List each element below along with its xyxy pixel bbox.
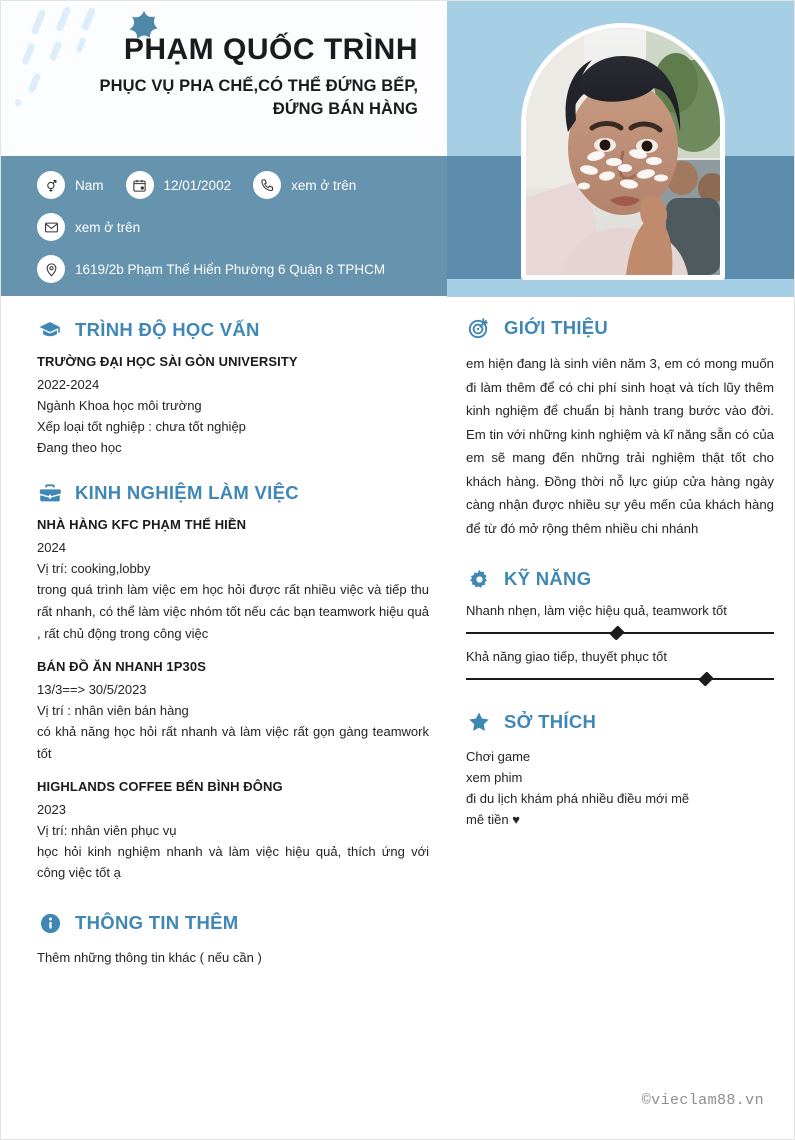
calendar-icon [126, 171, 154, 199]
graduation-cap-icon [37, 317, 63, 343]
contact-row [37, 255, 437, 283]
page-title: PHẠM QUỐC TRÌNH [123, 33, 418, 66]
contact-address [37, 255, 385, 283]
experience-position: Vị trí: nhân viên phục vụ [37, 822, 177, 838]
education-school: TRƯỜNG ĐẠI HỌC SÀI GÒN UNIVERSITY [37, 354, 298, 369]
skill-slider[interactable] [466, 627, 774, 639]
contact-row [37, 171, 437, 199]
left-column [37, 317, 429, 990]
contact-address-text: 1619/2b Phạm Thế Hiển Phường 6 Quận 8 TPHCM [75, 261, 386, 277]
contact-info [37, 171, 437, 297]
email-icon [37, 213, 65, 241]
section-header [466, 315, 774, 341]
section-title: TRÌNH ĐỘ HỌC VẤN [75, 319, 260, 340]
experience-description: học hỏi kinh nghiệm nhanh và làm việc hiệu quả, thích ứng với công việc tốt ạ [37, 843, 429, 881]
skill-item [466, 603, 774, 639]
education-status: Đang theo học [37, 440, 122, 456]
skill-name: Khả năng giao tiếp, thuyết phục tốt [466, 649, 667, 664]
experience-period: 2023 [37, 801, 66, 817]
skill-slider-handle[interactable] [699, 671, 714, 686]
cv-header [1, 1, 795, 297]
phone-icon [253, 171, 281, 199]
target-icon [466, 315, 492, 341]
hobby-item: xem phim [466, 770, 523, 786]
section-header [466, 709, 774, 735]
education-major: Ngành Khoa học môi trường [37, 398, 202, 414]
gear-icon [466, 566, 492, 592]
experience-description: có khả năng học hỏi rất nhanh và làm việc rất gọn gàng teamwork tốt [37, 723, 429, 761]
right-column [466, 315, 774, 852]
section-title: KINH NGHIỆM LÀM VIỆC [75, 482, 299, 504]
contact-gender [37, 171, 104, 199]
star-icon [466, 709, 492, 735]
skill-slider-handle[interactable] [609, 625, 624, 640]
hobby-item: Chơi game [466, 749, 531, 764]
experience-company: NHÀ HÀNG KFC PHẠM THẾ HIỀN [37, 517, 247, 533]
footer-credit: ©vieclam88.vn [641, 1092, 764, 1109]
experience-position: Vị trí : nhân viên bán hàng [37, 702, 189, 718]
name-block [31, 31, 426, 122]
section-header [37, 317, 429, 343]
section-title: GIỚI THIỆU [504, 317, 609, 338]
section-intro [466, 315, 774, 540]
experience-company: HIGHLANDS COFFEE BẾN BÌNH ĐÔNG [37, 778, 283, 794]
section-title: KỸ NĂNG [504, 568, 592, 589]
experience-company: BÁN ĐỒ ĂN NHANH 1P30S [37, 658, 206, 674]
job-title [31, 75, 426, 123]
briefcase-icon [37, 480, 63, 506]
section-hobbies [466, 709, 774, 830]
intro-text: em hiện đang là sinh viên năm 3, em có mong muốn đi làm thêm để có chi phí sinh hoạt và tích lũy thêm kinh nghiệm để chuẩn bị hành trang bước vào đời. Em tin với những kinh nghiệm và kĩ năng sẵn có của em sẽ mang đến những trải nghiệm thật tốt cho khách hàng. Đồng thời nỗ lực giúp cửa hàng ngày càng nhận được nhiều sự yêu mến của khách hàng để từ đó mở rộng thêm nhiều chi nhánh [466, 356, 774, 536]
contact-phone [253, 171, 356, 199]
skill-slider[interactable] [466, 673, 774, 685]
additional-text: Thêm những thông tin khác ( nếu cần ) [37, 950, 262, 966]
gender-icon [37, 171, 65, 199]
contact-gender-text: Nam [75, 177, 104, 193]
section-header [466, 566, 774, 592]
experience-period: 13/3==> 30/5/2023 [37, 681, 147, 697]
skill-name: Nhanh nhẹn, làm việc hiệu quả, teamwork tốt [466, 603, 727, 618]
section-title: THÔNG TIN THÊM [75, 912, 239, 934]
experience-item [37, 517, 429, 645]
job-title-line2: ĐỨNG BÁN HÀNG [272, 100, 418, 119]
experience-period: 2024 [37, 540, 66, 556]
contact-phone-text: xem ở trên [291, 177, 357, 193]
contact-birthdate-text: 12/01/2002 [163, 177, 232, 193]
contact-email-text: xem ở trên [75, 219, 141, 235]
section-experience [37, 480, 429, 884]
avatar [521, 23, 725, 280]
contact-email [37, 213, 140, 241]
experience-description: trong quá trình làm việc em học hỏi được rất nhiều việc và tiếp thu rất nhanh, có thể làm việc nhóm tốt nếu các bạn teamwork hiệu quả , rất chủ động trong công việc [37, 582, 429, 641]
contact-birthdate [126, 171, 232, 199]
skill-item [466, 649, 774, 685]
job-title-line1: PHỤC VỤ PHA CHẾ,CÓ THỂ ĐỨNG BẾP, [99, 76, 418, 95]
experience-position: Vị trí: cooking,lobby [37, 561, 151, 577]
location-icon [37, 255, 65, 283]
experience-item [37, 779, 429, 885]
education-grade: Xếp loại tốt nghiệp : chưa tốt nghiệp [37, 419, 246, 435]
hobby-item: mê tiền ♥ [466, 812, 520, 828]
avatar-image [526, 28, 720, 275]
section-header [37, 910, 429, 936]
info-icon [37, 910, 63, 936]
section-header [37, 480, 429, 506]
education-years: 2022-2024 [37, 377, 100, 392]
section-additional-info [37, 910, 429, 968]
section-education [37, 317, 429, 458]
contact-row [37, 213, 437, 241]
experience-item [37, 659, 429, 765]
education-item [37, 354, 429, 458]
section-skills [466, 566, 774, 685]
hobby-item: đi du lịch khám phá nhiều điều mới mẽ [466, 791, 690, 807]
section-title: SỞ THÍCH [504, 711, 597, 732]
